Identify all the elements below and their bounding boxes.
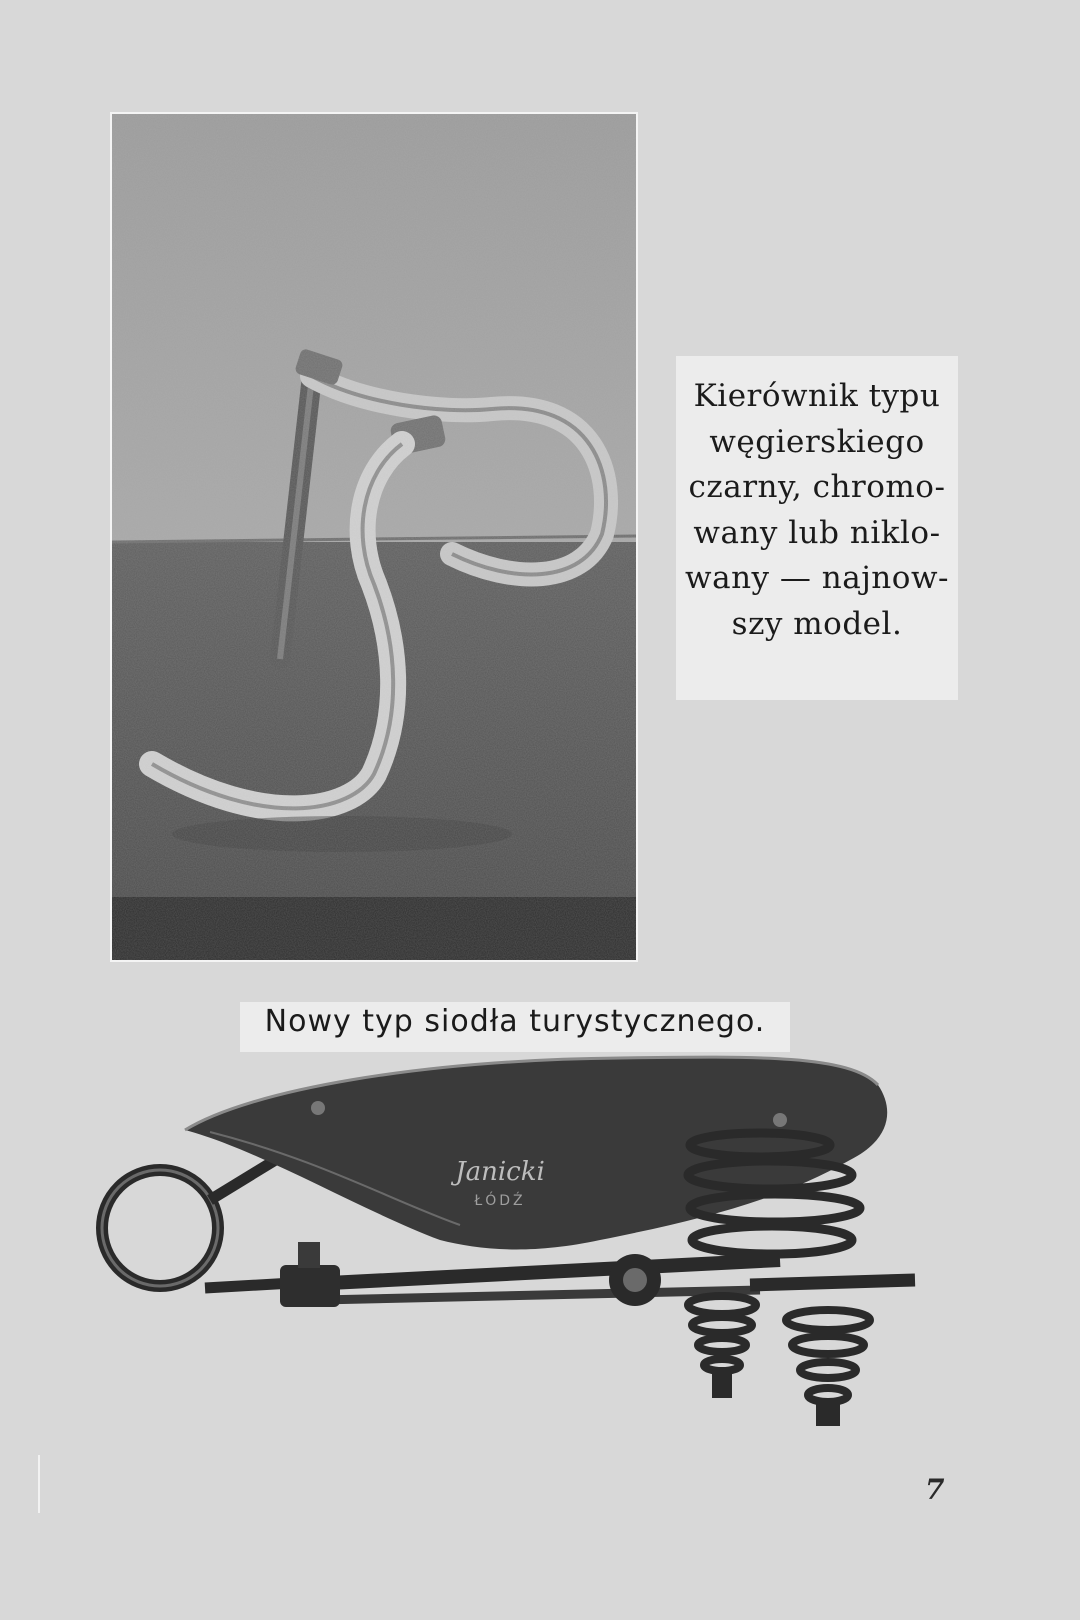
saddle-brand-mark: Janicki (455, 1157, 545, 1187)
caption-line: wany — najnow- (685, 560, 949, 596)
caption-line: szy model. (731, 605, 903, 642)
handlebar-photo (110, 112, 638, 962)
caption-line: węgierskiego (709, 423, 925, 460)
caption-line: wany lub niklo- (693, 514, 941, 551)
page-number: 7 (925, 1473, 945, 1506)
handlebar-caption (676, 356, 958, 700)
margin-mark (38, 1455, 40, 1513)
saddle-illustration (60, 1050, 960, 1480)
caption-line: czarny, chromo- (688, 469, 946, 505)
saddle-title: Nowy typ siodła turystycznego. (264, 1004, 766, 1039)
saddle-brand-city: ŁÓDŹ (474, 1193, 526, 1209)
caption-line: Kierównik typu (693, 378, 941, 414)
